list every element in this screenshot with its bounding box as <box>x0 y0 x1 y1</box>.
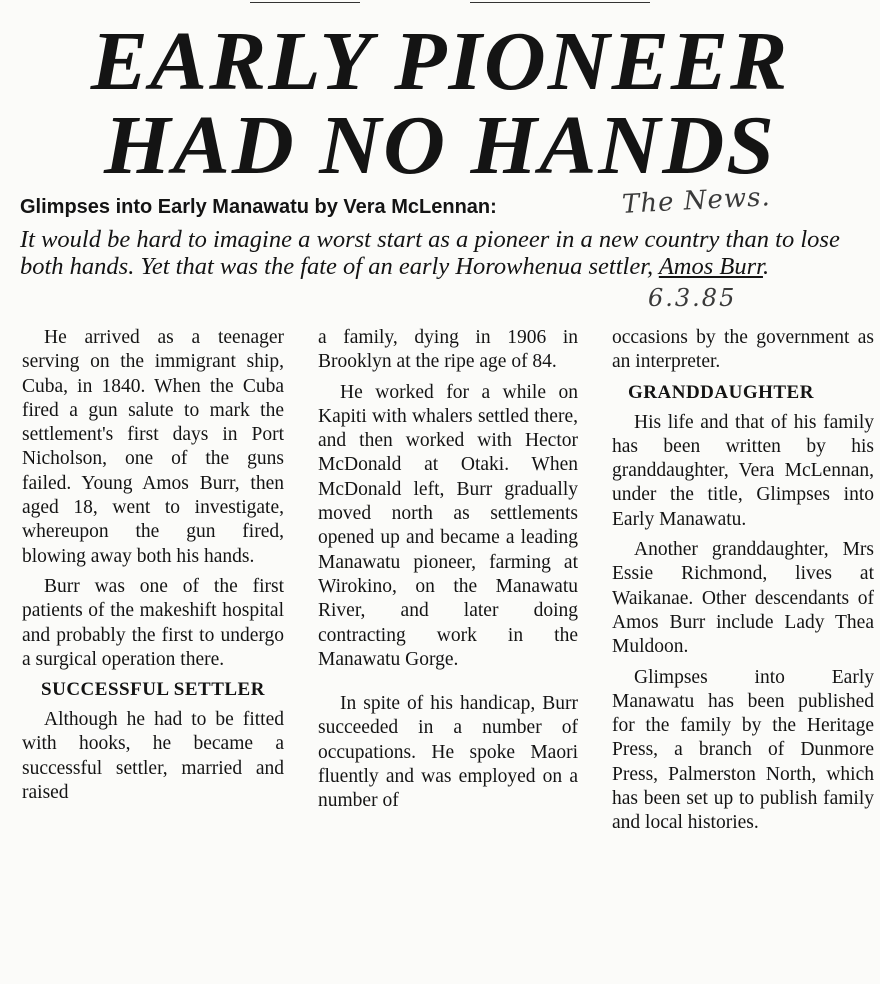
top-rule-left <box>250 2 360 3</box>
column-2 <box>318 326 578 820</box>
col2-paragraph-3: In spite of his handicap, Burr succeeded in a number of occupations. He spoke Maori fluently and was employed on a number of <box>318 693 578 812</box>
col2-paragraph-2: He worked for a while on Kapiti with whalers settled there, and then worked with Hector McDonald at Otaki. When McDonald left, Burr gradually moved north as settlements opened up and became a leading Manawatu pioneer, farming at Wirokino, on the Manawatu River, and later doing contracting work in the Manawatu Gorge. <box>318 381 578 670</box>
subheading-granddaughter: GRANDDAUGHTER <box>628 381 814 403</box>
handwritten-date-note: 6.3.85 <box>648 284 737 312</box>
col1-paragraph-3: Although he had to be fitted with hooks, he became a successful settler, married and raised <box>22 709 284 804</box>
col3-paragraph-2: His life and that of his family has been written by his granddaughter, Vera McLennan, under the title, Glimpses into Early Manawatu. <box>612 411 874 530</box>
col2-paragraph-1: a family, dying in 1906 in Brooklyn at the ripe age of 84. <box>318 327 578 373</box>
column-1 <box>22 326 284 811</box>
handwritten-source-note: The News. <box>621 182 772 220</box>
intro-paragraph <box>20 226 880 280</box>
headline-line-1: EARLY PIONEER <box>90 15 790 108</box>
col3-paragraph-3: Another granddaughter, Mrs Essie Richmond, lives at Waikanae. Other descendants of Amos Burr include Lady Thea Muldoon. <box>612 539 874 658</box>
headline <box>0 15 880 192</box>
intro-name: Amos Burr <box>658 253 763 280</box>
col3-paragraph-4: Glimpses into Early Manawatu has been published for the family by the Heritage Press, a branch of Dunmore Press, Palmerston North, which has been set up to publish family and local histories. <box>612 666 874 834</box>
subheading-successful-settler: SUCCESSFUL SETTLER <box>41 679 265 701</box>
top-rule-right <box>470 2 650 3</box>
column-3 <box>612 326 874 842</box>
intro-end: . <box>762 253 770 280</box>
col3-paragraph-1: occasions by the government as an interpreter. <box>612 327 874 373</box>
byline: Glimpses into Early Manawatu by Vera McLennan: <box>20 196 497 218</box>
col1-paragraph-2: Burr was one of the first patients of the makeshift hospital and probably the first to undergo a surgical operation there. <box>22 575 284 670</box>
headline-line-2: HAD NO HANDS <box>104 99 776 192</box>
intro-text: It would be hard to imagine a worst start as a pioneer in a new country than to lose both hands. Yet that was the fate of an early Horowhenua settler, <box>20 226 840 280</box>
col1-paragraph-1: He arrived as a teenager serving on the immigrant ship, Cuba, in 1840. When the Cuba fired a gun salute to mark the settlement's first days in Port Nicholson, one of the guns failed. Young Amos Burr, then aged 18, went to investigate, whereupon the gun fired, blowing away both his hands. <box>22 327 284 567</box>
